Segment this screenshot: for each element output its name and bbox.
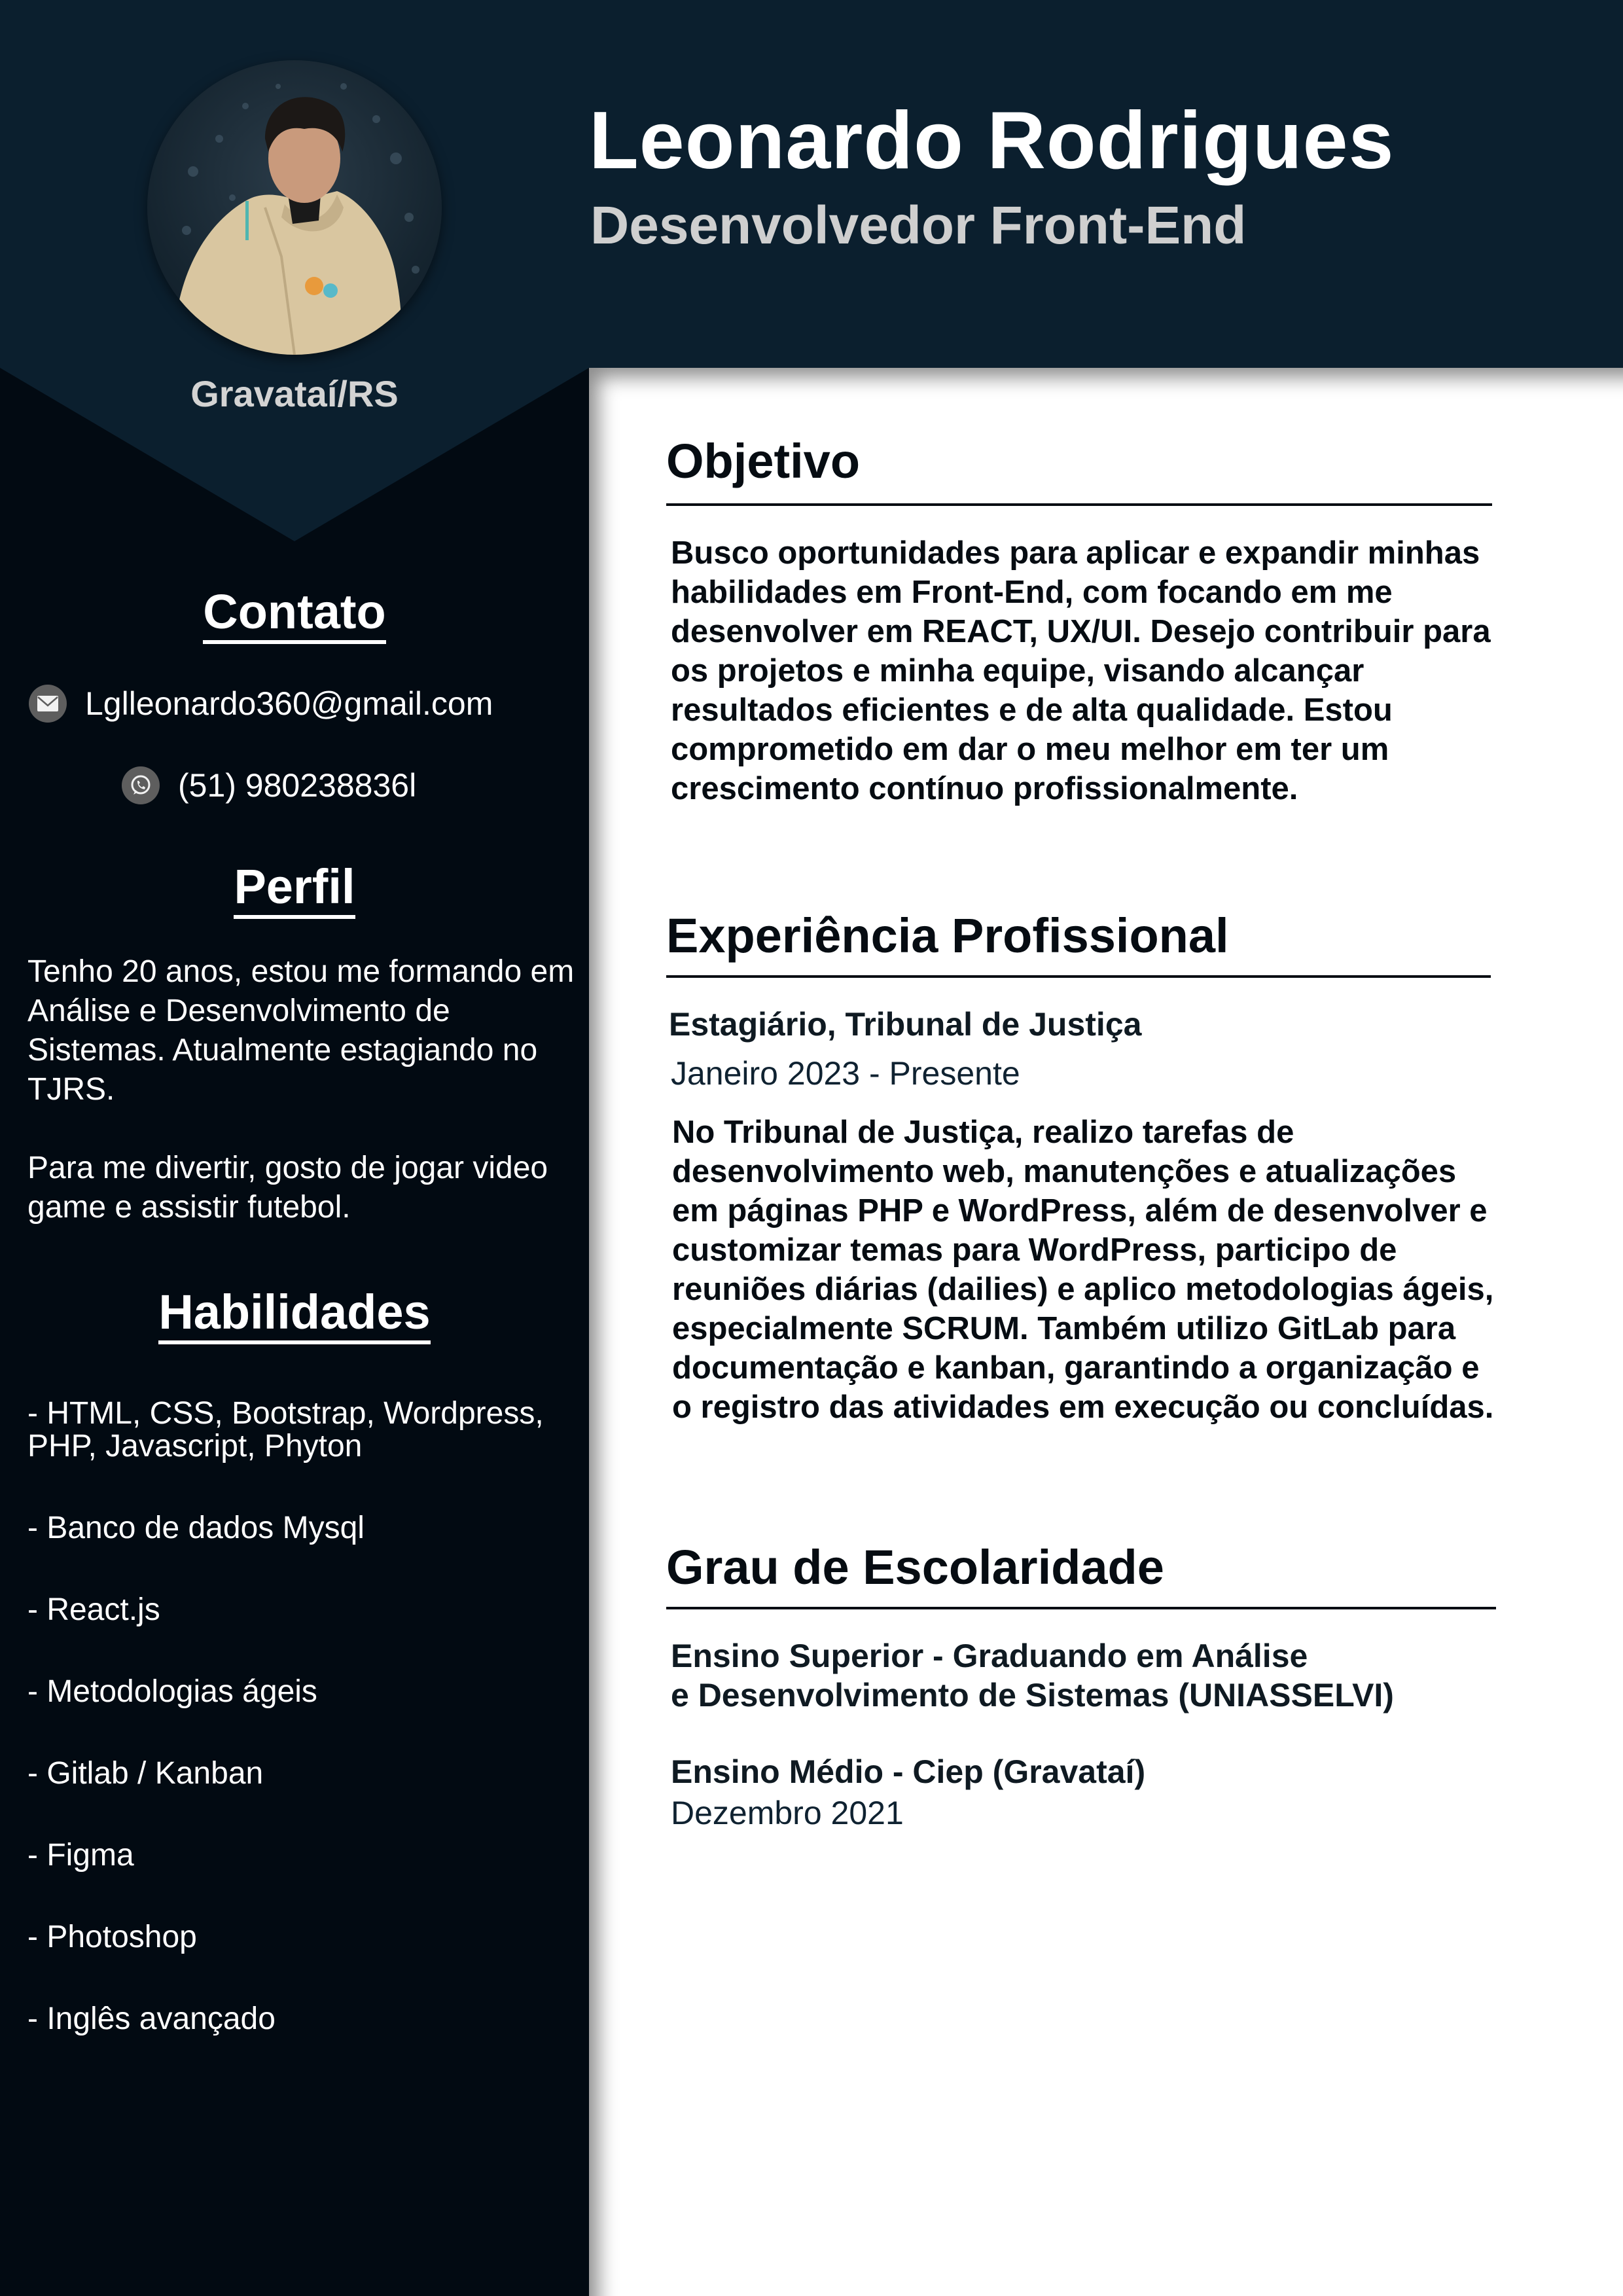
skill-item: - HTML, CSS, Bootstrap, Wordpress, PHP, Javascript, Phyton <box>27 1396 544 1463</box>
objective-heading: Objetivo <box>666 434 861 488</box>
location-label: Gravataí/RS <box>190 373 399 414</box>
experience-divider <box>666 975 1491 978</box>
job-position: Estagiário, Tribunal de Justiça <box>669 1006 1142 1043</box>
profile-photo <box>147 60 442 355</box>
profile-text <box>27 952 590 1266</box>
skills-list <box>27 1397 590 2085</box>
avatar <box>147 60 442 355</box>
job-description: No Tribunal de Justiça, realizo tarefas de desenvolvimento web, manutenções e atualizações em páginas PHP e WordPress, além de desenvolver e customizar temas para WordPress, participo de reuniões diárias (dailies) e aplico metodologias ágeis, especialmente SCRUM. Também utilizo GitLab para documentação e kanban, garantindo a organização e o registro das atividades em execução ou concluídas. <box>672 1115 1494 1425</box>
envelope-icon <box>29 685 67 723</box>
experience-heading: Experiência Profissional <box>666 908 1229 963</box>
skill-item: - Photoshop <box>27 1920 197 1954</box>
job-title-headline: Desenvolvedor Front-End <box>590 196 1247 255</box>
education-item-1-line2: e Desenvolvimento de Sistemas (UNIASSELVI) <box>671 1677 1394 1713</box>
full-name: Leonardo Rodrigues <box>589 96 1395 186</box>
objective-divider <box>666 503 1492 506</box>
profile-heading <box>0 857 589 916</box>
objective-text: Busco oportunidades para aplicar e expandir minhas habilidades em Front-End, com focando em me desenvolver em REACT, UX/UI. Desejo contribuir para os projetos e minha equipe, visando alcançar resultados eficientes e de alta qualidade. Estou comprometido em dar o meu melhor em ter um crescimento contínuo profissionalmente. <box>671 535 1491 806</box>
education-item-2-date: Dezembro 2021 <box>671 1795 904 1831</box>
job-period: Janeiro 2023 - Presente <box>671 1055 1020 1092</box>
email-row[interactable] <box>29 684 493 723</box>
contact-heading <box>0 583 589 641</box>
contact-heading-text: Contato <box>203 584 386 644</box>
skill-item: - Banco de dados Mysql <box>27 1511 365 1545</box>
profile-heading-text: Perfil <box>234 859 355 919</box>
education-divider <box>666 1607 1496 1609</box>
skill-item: - Inglês avançado <box>27 2001 276 2036</box>
email-text[interactable]: Lglleonardo360@gmail.com <box>85 685 493 722</box>
profile-paragraph: Para me divertir, gosto de jogar video game e assistir futebol. <box>27 1151 548 1225</box>
skill-item: - Metodologias ágeis <box>27 1674 317 1709</box>
phone-row[interactable] <box>122 766 416 805</box>
skill-item: - Figma <box>27 1838 134 1873</box>
skill-item: - React.js <box>27 1592 160 1627</box>
education-item-1-line1: Ensino Superior - Graduando em Análise <box>671 1638 1308 1674</box>
skill-item: - Gitlab / Kanban <box>27 1756 264 1791</box>
education-heading: Grau de Escolaridade <box>666 1540 1164 1594</box>
whatsapp-icon <box>122 766 160 804</box>
phone-text[interactable]: (51) 980238836l <box>178 767 417 804</box>
education-item-2-title: Ensino Médio - Ciep (Gravataí) <box>671 1753 1146 1790</box>
skills-heading <box>0 1283 589 1342</box>
skills-heading-text: Habilidades <box>158 1285 430 1344</box>
profile-paragraph: Tenho 20 anos, estou me formando em Análise e Desenvolvimento de Sistemas. Atualmente estagiando no TJRS. <box>27 954 575 1107</box>
